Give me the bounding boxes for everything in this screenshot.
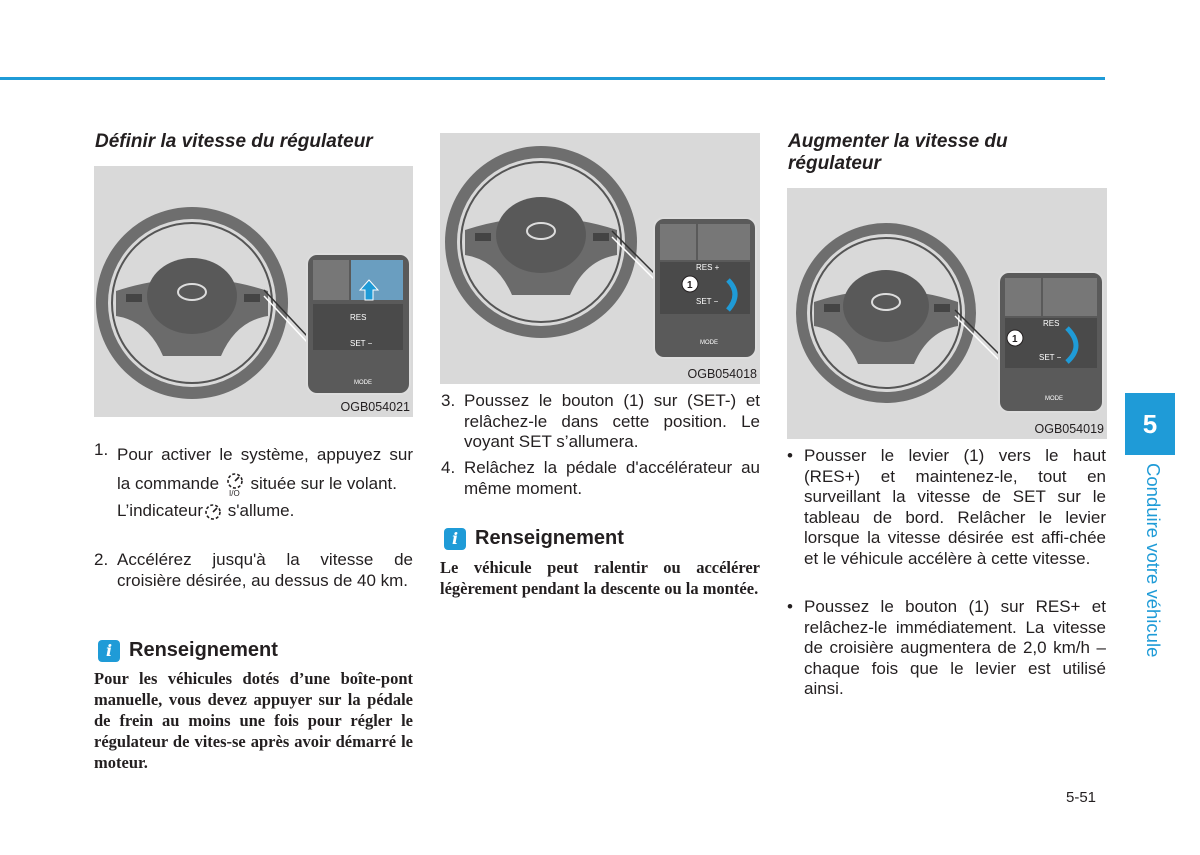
page-number: 5-51: [1066, 789, 1097, 806]
svg-text:MODE: MODE: [354, 380, 372, 386]
switch-zoom: [654, 218, 756, 358]
svg-text:1: 1: [687, 280, 693, 291]
figure-steering-wheel-set-minus: [440, 133, 760, 384]
svg-text:MODE: MODE: [700, 340, 718, 346]
header-rule: [0, 77, 1105, 80]
bullet-icon: •: [787, 446, 793, 465]
indicator-text-cont: s'allume.: [227, 501, 295, 520]
list-item-step-2: [94, 550, 413, 591]
figure-code: OGB054021: [340, 400, 410, 414]
switch-zoom: [999, 272, 1103, 412]
bullet-text: Pousser le levier (1) vers le haut (RES+) et maintenez-le, tout en surveillant la vitesse de SET sur le tableau de bord. Relâcher le levier lorsque la vitesse désirée est affi-chée et le véhicule accélère à cette vitesse.: [804, 446, 1106, 568]
cruise-indicator-icon: [203, 503, 223, 521]
switch-zoom: [307, 254, 410, 394]
section-heading-increase-speed: Augmenter la vitesse du régulateur: [788, 131, 1008, 174]
bullet-item-1: [787, 446, 1106, 569]
svg-text:SET −: SET −: [696, 297, 719, 306]
figure-code: OGB054018: [687, 367, 757, 381]
chapter-side-title: Conduire votre véhicule: [1143, 463, 1164, 658]
svg-text:SET −: SET −: [350, 339, 373, 348]
info-heading-left: [98, 639, 278, 662]
indicator-text: L’indicateur: [117, 501, 204, 520]
svg-text:MODE: MODE: [1045, 396, 1063, 402]
svg-text:I/O: I/O: [228, 488, 240, 498]
svg-text:1: 1: [1012, 334, 1018, 345]
svg-text:RES: RES: [350, 313, 367, 322]
info-text-middle: Le véhicule peut ralentir ou accélérer légèrement pendant la descente ou la montée.: [440, 558, 760, 598]
bullet-text: Poussez le bouton (1) sur RES+ et relâchez-le immédiatement. La vitesse de croisière augmentera de 2,0 km/h – chaque fois que le levier est utilisé ainsi.: [804, 597, 1106, 698]
info-heading-middle: [444, 527, 624, 550]
info-title: Renseignement: [475, 527, 624, 549]
cruise-io-icon: [224, 472, 246, 498]
figure-steering-wheel-res: [787, 188, 1107, 439]
steering-wheel-illustration: [440, 133, 760, 384]
info-text-left: Pour les véhicules dotés d’une boîte-pont manuelle, vous devez appuyer sur la pédale de frein au moins une fois pour régler le régulateur de vites-se après avoir démarré le moteur.: [94, 669, 413, 772]
info-title: Renseignement: [129, 639, 278, 661]
info-icon: i: [98, 640, 120, 662]
step-number: 2.: [94, 550, 109, 569]
section-heading-set-speed: Définir la vitesse du régulateur: [95, 131, 373, 152]
step-text-cont: située sur le volant.: [250, 474, 397, 493]
step-number: 3.: [441, 391, 456, 410]
step-text: Pour activer le système, appuyez sur la commande: [117, 445, 413, 493]
svg-text:RES: RES: [1043, 319, 1060, 328]
bullet-item-2: [787, 597, 1106, 700]
list-item-step-3: [441, 391, 760, 453]
figure-code: OGB054019: [1034, 422, 1104, 436]
list-item-step-1: [94, 440, 413, 522]
steering-wheel: [96, 207, 288, 399]
steering-wheel: [445, 146, 637, 338]
step-text: Poussez le bouton (1) sur (SET-) et relâchez-le dans cette position. Le voyant SET s’allumera.: [464, 391, 760, 451]
figure-steering-wheel-set: [94, 166, 413, 417]
steering-wheel-illustration: [94, 166, 413, 417]
step-text: Relâchez la pédale d'accélérateur au même moment.: [464, 458, 760, 498]
steering-wheel: [796, 223, 976, 403]
bullet-icon: •: [787, 597, 793, 616]
list-item-step-4: [441, 458, 760, 499]
chapter-tab: 5: [1125, 393, 1175, 455]
step-number: 4.: [441, 458, 456, 477]
svg-text:SET −: SET −: [1039, 353, 1062, 362]
info-icon: i: [444, 528, 466, 550]
step-text: Accélérez jusqu'à la vitesse de croisière désirée, au dessus de 40 km.: [117, 550, 413, 590]
step-number: 1.: [94, 440, 109, 459]
steering-wheel-illustration: [787, 188, 1107, 439]
svg-text:RES +: RES +: [696, 263, 720, 272]
